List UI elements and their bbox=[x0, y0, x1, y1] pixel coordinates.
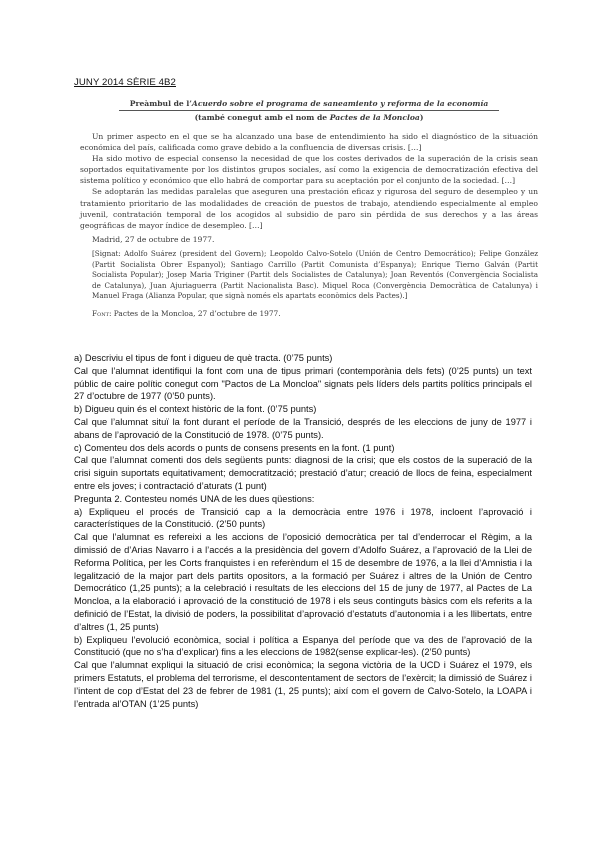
source-subtitle-em: Pactes de la Moncloa bbox=[329, 112, 420, 122]
source-excerpt bbox=[80, 98, 538, 319]
source-title-em: Acuerdo sobre el programa de saneamiento y reforma de la economía bbox=[191, 99, 489, 108]
source-signers: [Signat: Adolfo Suárez (president del Govern); Leopoldo Calvo-Sotelo (Unión de Centro Democrático); Felipe González (Partit Socialista Obrer Espanyol); Santiago Carrillo (Partit Comunista d’Espanya); Enrique Tierno Galván (Partit Socialista Popular); Josep Maria Triginer (Partit dels Socialistes de Catalunya); Joan Reventós (Convergència Socialista de Catalunya), Juan Ajuriaguerra (Partit Nacionalista Basc). Miquel Roca (Convergència Democràtica de Catalunya) i Manuel Fraga (Alianza Popular, que signà només els apartats econòmics dels Pactes).] bbox=[92, 248, 538, 301]
question-2-title: Pregunta 2. Contesteu només UNA de les dues qüestions: bbox=[74, 493, 315, 504]
source-reference-text: : Pactes de la Moncloa, 27 d’octubre de 1977. bbox=[108, 308, 281, 318]
source-subtitle bbox=[80, 112, 538, 124]
source-date: Madrid, 27 de octubre de 1977. bbox=[92, 234, 215, 244]
source-reference bbox=[80, 308, 538, 319]
answer-1c: Cal que l’alumnat comenti dos dels següents punts: diagnosi de la crisi; que els costos de la superació de la crisi siguin suportats equitativament; democratització; prestació d’atur; creació de llocs de feina, especialment entre els joves; i contractació d’aturats (1 punt) bbox=[74, 455, 532, 491]
source-subtitle-pre: (també conegut amb el nom de bbox=[194, 112, 330, 122]
answer-1a: Cal que l’alumnat identifiqui la font com una de tipus primari (contemporània dels fets) (0’25 punts) un text públic de caire polític conegut com "Pactos de La Moncloa" signats pels líders dels partits polítics principals el 27 d’octubre de 1977 (0’50 punts). bbox=[74, 365, 532, 402]
source-title bbox=[80, 98, 538, 110]
question-1a: a) Descriviu el tipus de font i digueu de què tracta. (0’75 punts) bbox=[74, 353, 333, 363]
question-1b: b) Digueu quin és el context històric de la font. (0’75 punts) bbox=[74, 404, 317, 415]
source-reference-label: Font bbox=[92, 308, 109, 318]
question-2b: b) Expliqueu l’evolució econòmica, social i política a Espanya del període que va des de l’aprovació de la Constitució (que no s’ha d’explicar) fins a les eleccions de 1982(sense explicar-les). (2’50 punts) bbox=[74, 634, 532, 658]
question-1c: c) Comenteu dos dels acords o punts de consens presents en la font. (1 punt) bbox=[74, 442, 395, 453]
exam-header: JUNY 2014 SÈRIE 4B2 bbox=[74, 77, 176, 88]
source-paragraph: Se adoptarán las medidas paralelas que aseguren una prestación eficaz y rigurosa del seguro de desempleo y un tratamiento prioritario de las modalidades de creación de puestos de trabajo, atendiendo especialmente al empleo juvenil, contratación temporal de los acogidos al subsidio de paro sin pérdida de sus derechos y a las áreas geográficas de mayor índice de desempleo. […] bbox=[80, 187, 538, 230]
title-divider bbox=[119, 110, 499, 111]
source-paragraph: Ha sido motivo de especial consenso la necesidad de que los costes derivados de la superación de la crisis sean soportados equitativamente por los distintos grupos sociales, así como la exigencia de democratización efectiva del sistema político y económico que ello habrá de comportar para su aceptación por el conjunto de la sociedad. […] bbox=[80, 154, 538, 186]
source-paragraph: Un primer aspecto en el que se ha alcanzado una base de entendimiento ha sido el diagnóstico de la situación económica del país, calificada como grave debido a la confluencia de diversas crisis. […] bbox=[80, 132, 538, 153]
answer-2a: Cal que l’alumnat es refereixi a les accions de l’oposició democràtica per tal d’enderrocar el Règim, a la dimissió de d’Arias Navarro i a l’accés a la presidència del govern d’Adolfo Suárez, a l’aprovació de la Llei de Reforma Política, per les Corts franquistes i en referèndum el 15 de desembre de 1976, a la llei d’Amnistia i la legalització de la major part dels partits opositors, a la formació per Suárez i altres de la Unión de Centro Democrático (1,25 punts); a la celebració i resultats de les eleccions del 15 de juny de 1977, al Pactes de La Moncloa, a la elaboració i aprovació de la constitució de 1978 i els seus continguts bàsics com els referits a la definició de l’Estat, la divisió de poders, la possibilitat d’aprovació d’estatuts d’autonomia i a les llibertats, entre d’altres (1, 25 punts) bbox=[74, 532, 532, 632]
source-subtitle-post: ) bbox=[419, 112, 424, 122]
question-2a: a) Expliqueu el procés de Transició cap a la democràcia entre 1976 i 1978, incloent l’aprovació i característiques de la Constitució. (2’50 punts) bbox=[74, 506, 532, 530]
source-title-pre: Preàmbul de l’ bbox=[129, 99, 192, 108]
questions-answers bbox=[74, 352, 532, 710]
answer-1b: Cal que l’alumnat situï la font durant el període de la Transició, després de les eleccions de juny de 1977 i abans de l’aprovació de la Constitució de 1978. (0’75 punts). bbox=[74, 416, 532, 440]
answer-2b: Cal que l’alumnat expliqui la situació de crisi econòmica; la segona victòria de la UCD i Suárez el 1979, els primers Estatuts, el problema del terrorisme, el descontentament de sectors de l’exèrcit; la dimissió de Suárez i l’intent de cop d’Estat del 23 de febrer de 1981 (1, 25 punts); així com el govern de Calvo-Sotelo, la LOAPA i l’entrada al’OTAN (1’25 punts) bbox=[74, 660, 532, 709]
